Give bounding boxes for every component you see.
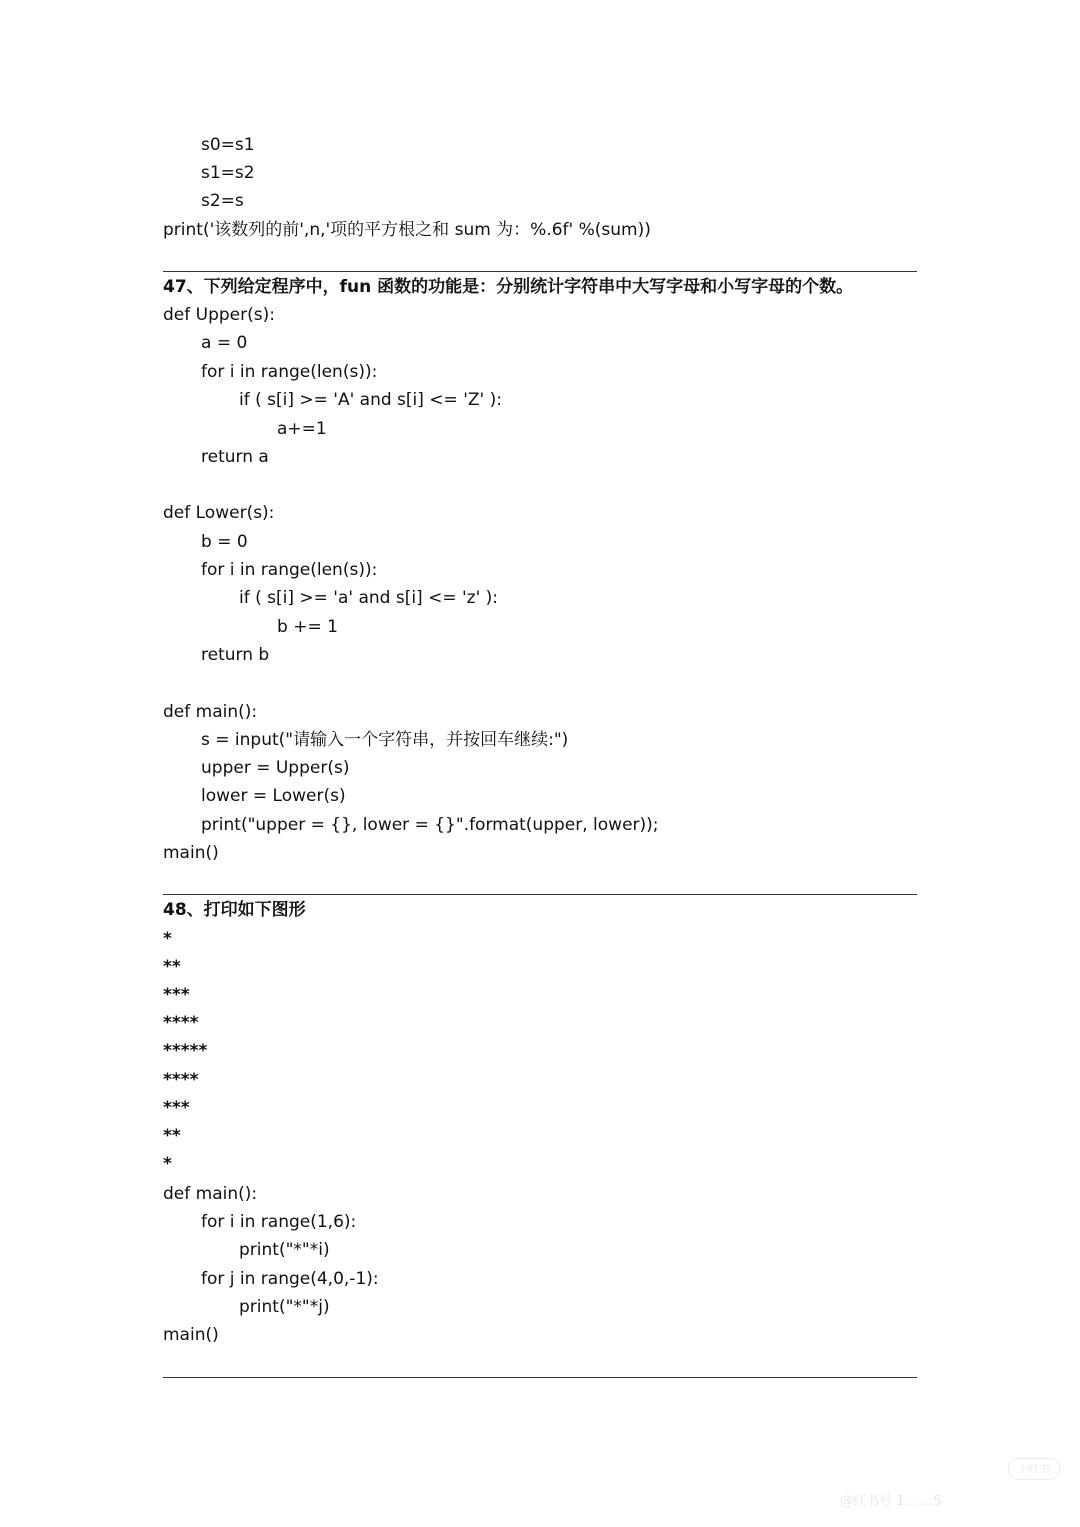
question-47-title: 47、下列给定程序中，fun 函数的功能是：分别统计字符串中大写字母和小写字母的个数。 <box>163 277 854 297</box>
pattern-line: * <box>163 1154 172 1174</box>
pattern-line: * <box>163 929 172 949</box>
code-line: def main(): <box>163 702 258 722</box>
code-line: lower = Lower(s) <box>201 786 346 806</box>
code-line: for i in range(1,6): <box>201 1212 357 1232</box>
code-line: b = 0 <box>201 532 248 552</box>
code-line: main() <box>163 843 219 863</box>
code-line: s2=s <box>201 191 244 211</box>
code-line: upper = Upper(s) <box>201 758 350 778</box>
code-line: for j in range(4,0,-1): <box>201 1269 379 1289</box>
pattern-line: **** <box>163 1013 199 1033</box>
code-line: return a <box>201 447 269 467</box>
pattern-line: *** <box>163 985 190 1005</box>
code-line: print("upper = {}, lower = {}".format(upper, lower)); <box>201 815 659 835</box>
code-line: for i in range(len(s)): <box>201 362 378 382</box>
pattern-line: ***** <box>163 1041 208 1061</box>
watermark-text: @红书号 1... ...5 <box>840 1494 942 1509</box>
code-line: def main(): <box>163 1184 258 1204</box>
section-divider <box>163 271 917 272</box>
section-divider <box>163 1377 917 1378</box>
question-48-title: 48、打印如下图形 <box>163 900 306 920</box>
code-line: s = input("请输入一个字符串，并按回车继续:") <box>201 730 569 750</box>
pattern-line: **** <box>163 1070 199 1090</box>
code-line: for i in range(len(s)): <box>201 560 378 580</box>
code-line: if ( s[i] >= 'a' and s[i] <= 'z' ): <box>239 588 499 608</box>
code-line: a+=1 <box>277 419 327 439</box>
section-divider <box>163 894 917 895</box>
code-line: print("*"*i) <box>239 1240 330 1260</box>
code-line: if ( s[i] >= 'A' and s[i] <= 'Z' ): <box>239 390 502 410</box>
code-line: return b <box>201 645 270 665</box>
code-line: print('该数列的前',n,'项的平方根之和 sum 为：%.6f' %(sum)) <box>163 220 651 240</box>
pattern-line: ** <box>163 1126 181 1146</box>
pattern-line: *** <box>163 1098 190 1118</box>
code-line: def Upper(s): <box>163 305 275 325</box>
code-line: b += 1 <box>277 617 338 637</box>
code-line: s1=s2 <box>201 163 255 183</box>
pattern-line: ** <box>163 957 181 977</box>
code-line: main() <box>163 1325 219 1345</box>
watermark-badge: 小红书 <box>1008 1458 1060 1480</box>
code-line: s0=s1 <box>201 135 255 155</box>
code-line: a = 0 <box>201 333 248 353</box>
code-line: def Lower(s): <box>163 503 275 523</box>
code-line: print("*"*j) <box>239 1297 330 1317</box>
